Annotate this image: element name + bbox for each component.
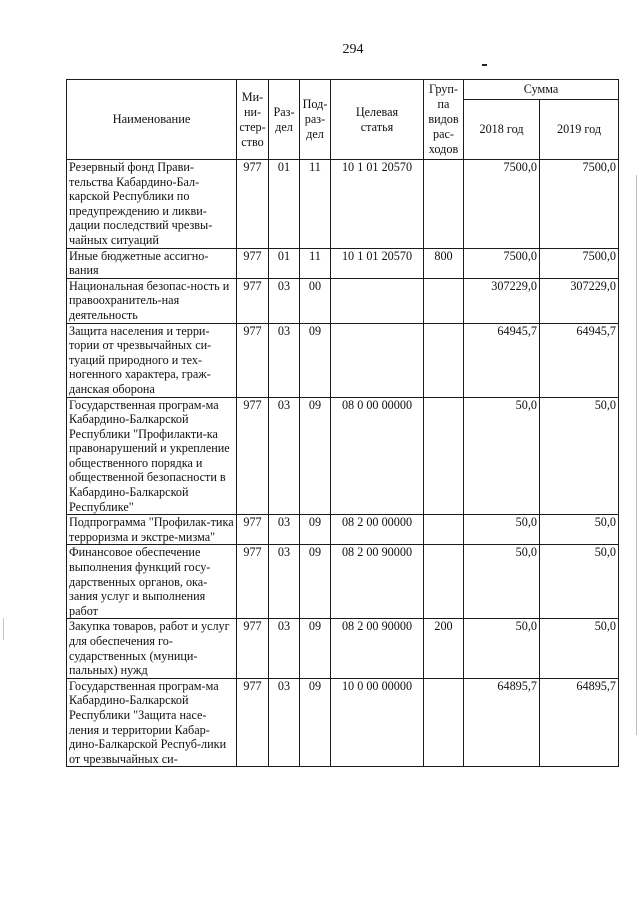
row-expense-group: 800 bbox=[424, 248, 464, 278]
header-target: Целевая статья bbox=[331, 80, 424, 160]
row-ministry: 977 bbox=[237, 619, 269, 678]
row-subsection: 09 bbox=[300, 515, 331, 545]
table-row bbox=[67, 619, 619, 678]
row-section: 01 bbox=[269, 248, 300, 278]
header-subsection: Под- раз- дел bbox=[300, 80, 331, 160]
row-name: Государственная програм-ма Кабардино-Балкарской Республики "Защита насе-ления и территории Кабар-дино-Балкарской Респуб-лики от чрезвычайных си- bbox=[67, 678, 237, 767]
row-subsection: 00 bbox=[300, 278, 331, 323]
header-section: Раз- дел bbox=[269, 80, 300, 160]
row-expense-group bbox=[424, 397, 464, 515]
row-ministry: 977 bbox=[237, 545, 269, 619]
table-body bbox=[67, 160, 619, 767]
row-sum-2019: 7500,0 bbox=[540, 160, 619, 249]
row-expense-group bbox=[424, 678, 464, 767]
row-subsection: 11 bbox=[300, 160, 331, 249]
table-row bbox=[67, 160, 619, 249]
row-section: 03 bbox=[269, 515, 300, 545]
row-target: 08 2 00 90000 bbox=[331, 619, 424, 678]
row-sum-2019: 50,0 bbox=[540, 545, 619, 619]
row-sum-2019: 307229,0 bbox=[540, 278, 619, 323]
table-row bbox=[67, 545, 619, 619]
table-row bbox=[67, 515, 619, 545]
row-ministry: 977 bbox=[237, 397, 269, 515]
row-sum-2019: 64895,7 bbox=[540, 678, 619, 767]
table-row bbox=[67, 678, 619, 767]
row-section: 03 bbox=[269, 278, 300, 323]
row-expense-group: 200 bbox=[424, 619, 464, 678]
row-ministry: 977 bbox=[237, 160, 269, 249]
header-name: Наименование bbox=[67, 80, 237, 160]
row-name: Государственная програм-ма Кабардино-Балкарской Республики "Профилакти-ка правонарушений и укрепление общественного порядка и общественной безопасности в Кабардино-Балкарской Республике" bbox=[67, 397, 237, 515]
row-target: 08 0 00 00000 bbox=[331, 397, 424, 515]
row-subsection: 09 bbox=[300, 619, 331, 678]
row-sum-2019: 50,0 bbox=[540, 619, 619, 678]
page-number: 294 bbox=[342, 42, 364, 57]
row-name: Закупка товаров, работ и услуг для обеспечения го-сударственных (муници-пальных) нужд bbox=[67, 619, 237, 678]
row-sum-2018: 307229,0 bbox=[464, 278, 540, 323]
row-ministry: 977 bbox=[237, 278, 269, 323]
row-name: Финансовое обеспечение выполнения функций госу-дарственных органов, ока-зания услуг и выполнения работ bbox=[67, 545, 237, 619]
row-sum-2019: 50,0 bbox=[540, 515, 619, 545]
header-expense-group: Груп- па видов рас- ходов bbox=[424, 80, 464, 160]
table-row bbox=[67, 323, 619, 397]
budget-table bbox=[66, 79, 619, 767]
header-year-2018: 2018 год bbox=[464, 100, 540, 160]
row-expense-group bbox=[424, 278, 464, 323]
header-sum: Сумма bbox=[464, 80, 619, 100]
row-subsection: 09 bbox=[300, 397, 331, 515]
row-ministry: 977 bbox=[237, 323, 269, 397]
table-row bbox=[67, 397, 619, 515]
row-target: 10 1 01 20570 bbox=[331, 160, 424, 249]
row-subsection: 09 bbox=[300, 678, 331, 767]
row-subsection: 09 bbox=[300, 545, 331, 619]
row-name: Защита населения и терри-тории от чрезвычайных си-туаций природного и тех-ногенного характера, граж-данская оборона bbox=[67, 323, 237, 397]
row-target bbox=[331, 323, 424, 397]
row-target: 08 2 00 90000 bbox=[331, 545, 424, 619]
row-ministry: 977 bbox=[237, 248, 269, 278]
row-subsection: 11 bbox=[300, 248, 331, 278]
row-sum-2018: 64895,7 bbox=[464, 678, 540, 767]
row-section: 03 bbox=[269, 397, 300, 515]
row-sum-2019: 64945,7 bbox=[540, 323, 619, 397]
row-sum-2018: 7500,0 bbox=[464, 248, 540, 278]
row-ministry: 977 bbox=[237, 515, 269, 545]
row-name: Иные бюджетные ассигно-вания bbox=[67, 248, 237, 278]
row-expense-group bbox=[424, 545, 464, 619]
table-row bbox=[67, 248, 619, 278]
row-sum-2018: 50,0 bbox=[464, 515, 540, 545]
row-name: Национальная безопас-ность и правоохранитель-ная деятельность bbox=[67, 278, 237, 323]
row-expense-group bbox=[424, 160, 464, 249]
row-expense-group bbox=[424, 515, 464, 545]
row-target: 10 1 01 20570 bbox=[331, 248, 424, 278]
row-sum-2019: 50,0 bbox=[540, 397, 619, 515]
scan-edge-mark-left bbox=[3, 618, 4, 640]
row-section: 03 bbox=[269, 678, 300, 767]
row-sum-2018: 7500,0 bbox=[464, 160, 540, 249]
row-section: 03 bbox=[269, 545, 300, 619]
row-target: 08 2 00 00000 bbox=[331, 515, 424, 545]
row-subsection: 09 bbox=[300, 323, 331, 397]
row-section: 03 bbox=[269, 323, 300, 397]
row-section: 03 bbox=[269, 619, 300, 678]
row-sum-2018: 64945,7 bbox=[464, 323, 540, 397]
row-name: Резервный фонд Прави-тельства Кабардино-Бал-карской Республики по предупреждению и ликви-дации последствий чрезвы-чайных ситуаций bbox=[67, 160, 237, 249]
scan-edge-mark-right bbox=[636, 175, 637, 735]
row-sum-2018: 50,0 bbox=[464, 619, 540, 678]
header-ministry: Ми- ни- стер- ство bbox=[237, 80, 269, 160]
scan-dash-mark bbox=[482, 64, 487, 66]
row-name: Подпрограмма "Профилак-тика терроризма и экстре-мизма" bbox=[67, 515, 237, 545]
row-sum-2018: 50,0 bbox=[464, 397, 540, 515]
row-sum-2018: 50,0 bbox=[464, 545, 540, 619]
row-sum-2019: 7500,0 bbox=[540, 248, 619, 278]
row-expense-group bbox=[424, 323, 464, 397]
row-section: 01 bbox=[269, 160, 300, 249]
row-target bbox=[331, 278, 424, 323]
row-target: 10 0 00 00000 bbox=[331, 678, 424, 767]
table-row bbox=[67, 278, 619, 323]
header-year-2019: 2019 год bbox=[540, 100, 619, 160]
row-ministry: 977 bbox=[237, 678, 269, 767]
